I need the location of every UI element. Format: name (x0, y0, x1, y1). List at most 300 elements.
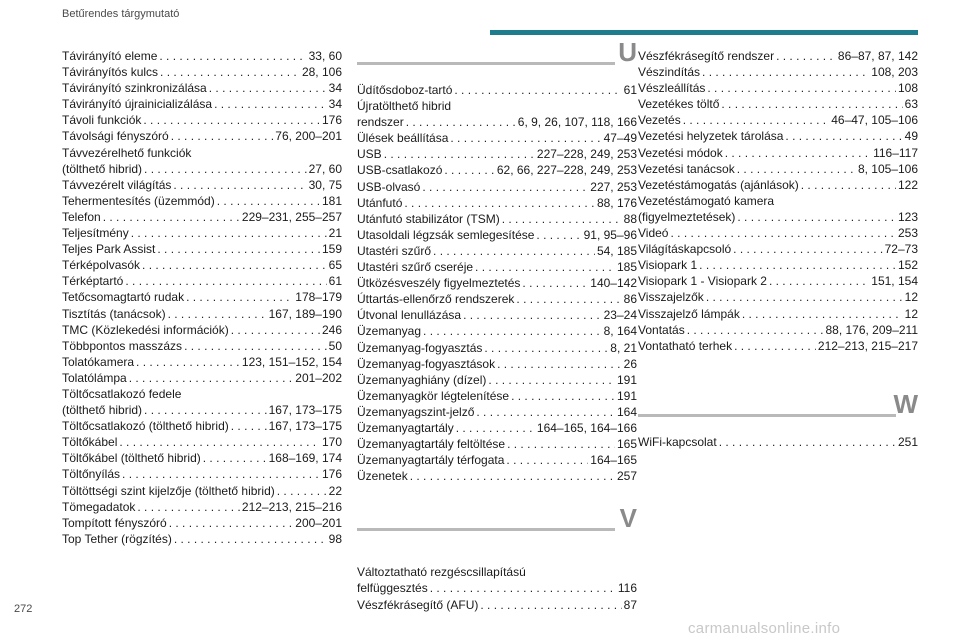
index-entry-pages: 12 (904, 306, 918, 321)
index-entry-name: Útvonal lenullázása (357, 308, 462, 323)
index-entry-name: Tolatólámpa (62, 370, 127, 385)
dot-leader (497, 356, 622, 372)
dot-leader (444, 162, 494, 178)
index-entry-pages: 152 (897, 258, 918, 273)
index-entry-row (357, 259, 637, 275)
index-entry-pages: 91, 95–96 (583, 227, 637, 242)
dot-leader (184, 338, 327, 354)
dot-leader (406, 114, 516, 130)
dot-leader (168, 306, 267, 322)
section-letter: W (893, 388, 918, 419)
index-entry-name: Távvezérelt világítás (62, 177, 172, 192)
index-entry-row (638, 96, 918, 112)
dot-leader (511, 388, 615, 404)
index-entry (357, 179, 637, 195)
index-entry-pages: 200–201 (295, 515, 342, 530)
index-entry (638, 128, 918, 144)
page-number: 272 (14, 603, 33, 615)
index-entry-pages: 72–73 (884, 242, 918, 257)
index-entry-name: USB-olvasó (357, 179, 421, 194)
index-entry-name: Vezetési tanácsok (638, 161, 735, 176)
dot-leader (209, 80, 327, 96)
index-entry (62, 289, 342, 305)
section-v-header (357, 503, 637, 544)
index-entry-name: Utasoldali légzsák semlegesítése (357, 227, 535, 242)
index-entry-pages: 164–165, 164–166 (536, 420, 637, 435)
index-entry-name: Utastéri szűrő (357, 243, 432, 258)
index-entry-name: Üzemanyag-fogyasztás (357, 340, 483, 355)
index-entry-pages: 50 (328, 338, 342, 353)
index-entry (62, 225, 342, 241)
dot-leader (687, 322, 824, 338)
index-entry (638, 64, 918, 80)
index-entry-pages: 122 (897, 177, 918, 192)
index-entry-name: (tölthető hibrid) (62, 161, 143, 176)
dot-leader (536, 227, 581, 243)
index-entry-name: Távoli funkciók (62, 113, 142, 128)
index-entry-title: Változtatható rezgéscsillapítású (357, 565, 526, 580)
index-entry (638, 434, 918, 450)
dot-leader (144, 402, 267, 418)
index-entry-title: Távvezérelhető funkciók (62, 145, 192, 160)
index-entry-row (62, 193, 342, 209)
index-entry-name: Töltőcsatlakozó (tölthető hibrid) (62, 419, 229, 434)
index-entry-name: Vezetési módok (638, 145, 723, 160)
index-entry (357, 130, 637, 146)
index-entry-row (638, 112, 918, 128)
index-entry-name: Videó (638, 226, 669, 241)
dot-leader (384, 146, 535, 162)
dot-leader (484, 340, 608, 356)
index-entry-pages: 87 (623, 597, 637, 612)
dot-leader (131, 225, 327, 241)
index-entry-pages: 170 (321, 435, 342, 450)
index-entry-name: Többpontos masszázs (62, 338, 183, 353)
index-entry-pages: 178–179 (295, 290, 342, 305)
index-entry-title: Vezetéstámogató kamera (638, 193, 775, 208)
dot-leader (143, 112, 320, 128)
dot-leader (785, 128, 902, 144)
index-entry-row (357, 436, 637, 452)
index-entry-name: Üzemanyagtartály térfogata (357, 453, 505, 468)
index-entry-row (62, 434, 342, 450)
index-entry (357, 404, 637, 420)
index-entry (62, 241, 342, 257)
dot-leader (174, 531, 327, 547)
index-entry (357, 146, 637, 162)
index-entry (357, 243, 637, 259)
dot-leader (136, 354, 240, 370)
index-entry-row (638, 273, 918, 289)
index-entry-title: Töltőcsatlakozó fedele (62, 386, 182, 401)
dot-leader (776, 48, 836, 64)
index-entry (62, 209, 342, 225)
index-entry-row (62, 338, 342, 354)
dot-leader (450, 130, 601, 146)
index-entry-pages: 123, 151–152, 154 (241, 354, 342, 369)
index-entry (62, 322, 342, 338)
index-entry-name: Vészleállítás (638, 81, 706, 96)
index-entry-pages: 46–47, 105–106 (831, 113, 918, 128)
index-entry-name: Vészfékrásegítő (AFU) (357, 597, 479, 612)
index-entry (62, 64, 342, 80)
index-entry-name: Távirányító eleme (62, 49, 158, 63)
index-entry-name: Utánfutó (357, 195, 403, 210)
index-entry-name: Tetőcsomagtartó rudak (62, 290, 185, 305)
dot-leader (522, 275, 588, 291)
index-entry-name: Visszajelző lámpák (638, 306, 740, 321)
index-entry (638, 289, 918, 305)
index-entry-name: (tölthető hibrid) (62, 403, 143, 418)
index-entry (638, 225, 918, 241)
index-entry-row (638, 241, 918, 257)
index-entry-pages: 54, 185 (596, 243, 637, 258)
index-entry-pages: 140–142 (590, 276, 637, 291)
dot-leader (737, 161, 856, 177)
index-entry-pages: 88 (623, 211, 637, 226)
dot-leader (454, 82, 621, 98)
dot-leader (506, 452, 588, 468)
index-entry-pages: 201–202 (295, 370, 342, 385)
index-entry-name: TMC (Közlekedési információk) (62, 322, 229, 337)
index-entry-name: felfüggesztés (357, 581, 428, 596)
index-entry-row (638, 48, 918, 64)
index-entry (62, 112, 342, 128)
index-entry-row (357, 82, 637, 98)
index-entry-name: Üdítősdoboz-tartó (357, 83, 453, 97)
index-entry-pages: 47–49 (603, 131, 637, 146)
index-entry (62, 338, 342, 354)
index-entry-pages: 63 (904, 97, 918, 112)
index-entry-pages: 28, 106 (301, 65, 342, 80)
dot-leader (169, 515, 294, 531)
index-entry-pages: 8, 164 (603, 324, 637, 339)
index-entry (357, 564, 637, 596)
dot-leader (516, 291, 621, 307)
index-entry-title: Újratölthető hibrid (357, 99, 452, 114)
index-entry-row (62, 531, 342, 547)
index-entry (357, 98, 637, 130)
index-entry (62, 418, 342, 434)
index-entry-name: Utastéri szűrő cseréje (357, 260, 474, 275)
dot-leader (706, 289, 903, 305)
index-entry-pages: 49 (904, 129, 918, 144)
index-entry (62, 48, 342, 64)
index-entry-row (62, 306, 342, 322)
index-entry-row (62, 64, 342, 80)
index-entry-name: Üzemanyaghiány (dízel) (357, 372, 487, 387)
index-entry-row (62, 177, 342, 193)
index-entry-row (62, 209, 342, 225)
index-entry-pages: 116 (617, 581, 637, 596)
index-entry-row (357, 179, 637, 195)
index-entry (62, 499, 342, 515)
index-entry-name: rendszer (357, 115, 404, 130)
index-entry (357, 388, 637, 404)
index-entry-pages: 227–228, 249, 253 (536, 147, 637, 162)
dot-leader (231, 322, 320, 338)
index-entry-row (357, 146, 637, 162)
index-entry-name: Töltöttségi szint kijelzője (tölthető hibrid) (62, 483, 275, 498)
index-entry-pages: 167, 173–175 (268, 403, 342, 418)
index-entry-pages: 212–213, 215–217 (817, 338, 918, 353)
index-entry-row (62, 257, 342, 273)
header-accent-bar (490, 30, 918, 35)
index-entry-pages: 191 (616, 372, 637, 387)
dot-leader (721, 96, 902, 112)
index-entry (62, 80, 342, 96)
index-entry-name: Telefon (62, 209, 101, 224)
index-entry (62, 450, 342, 466)
index-entry-pages: 227, 253 (590, 179, 637, 194)
dot-leader (507, 436, 615, 452)
index-entry-pages: 167, 173–175 (268, 419, 342, 434)
index-entry (357, 340, 637, 356)
index-entry-pages: 98 (328, 531, 342, 546)
index-entry-row (357, 130, 637, 146)
index-entry-name: USB-csatlakozó (357, 163, 443, 178)
dot-leader (217, 193, 320, 209)
index-entry-name: Vontatás (638, 322, 685, 337)
index-entry (638, 338, 918, 354)
page-header-title: Betűrendes tárgymutató (62, 8, 180, 20)
index-entry-name: Vezetés (638, 113, 681, 128)
index-entry-row (638, 145, 918, 161)
dot-leader (456, 420, 535, 436)
index-entry-pages: 6, 9, 26, 107, 118, 166 (517, 115, 637, 130)
index-entry (357, 307, 637, 323)
dot-leader (103, 209, 240, 225)
index-entry-name: Vészfékrásegítő rendszer (638, 49, 775, 63)
dot-leader (404, 195, 595, 211)
index-entry-row (357, 356, 637, 372)
index-entry-name: Üzemanyag-fogyasztások (357, 356, 496, 371)
index-entry-row (638, 322, 918, 338)
dot-leader (203, 450, 267, 466)
index-entry-row (62, 515, 342, 531)
index-entry-name: Tompított fényszóró (62, 515, 167, 530)
index-entry-name: Teljesítmény (62, 226, 129, 241)
index-entry (62, 96, 342, 112)
index-entry-pages: 62, 66, 227–228, 249, 253 (496, 163, 637, 178)
section-letter: U (618, 37, 637, 67)
index-entry-name: (figyelmeztetések) (638, 209, 736, 224)
index-entry (638, 257, 918, 273)
index-entry-name: Tömegadatok (62, 499, 136, 514)
index-entry-row (357, 340, 637, 356)
index-entry-row (62, 402, 342, 418)
index-entry-name: Visiopark 1 - Visiopark 2 (638, 274, 767, 289)
index-entry-row (62, 48, 342, 64)
index-entry-name: Üzemanyagkör légtelenítése (357, 388, 510, 403)
dot-leader (769, 273, 869, 289)
index-entry-row (62, 112, 342, 128)
dot-leader (137, 499, 240, 515)
index-entry-row (62, 225, 342, 241)
index-column-1 (62, 48, 342, 547)
index-entry-name: Visiopark 1 (638, 258, 698, 273)
index-entry-pages: 34 (328, 97, 342, 112)
index-entry-name: Töltőnyílás (62, 467, 121, 482)
index-entry-row (62, 466, 342, 482)
index-entry-pages: 181 (321, 193, 342, 208)
section-divider (357, 528, 615, 531)
index-entry (62, 177, 342, 193)
dot-leader (699, 257, 896, 273)
index-entry-row (357, 227, 637, 243)
dot-leader (433, 243, 595, 259)
dot-leader (231, 418, 267, 434)
index-entry (638, 96, 918, 112)
index-entry-row (62, 370, 342, 386)
index-entry (62, 515, 342, 531)
index-entry (62, 193, 342, 209)
index-entry-name: Térképolvasók (62, 258, 141, 273)
index-entry-row (638, 225, 918, 241)
index-entry (357, 372, 637, 388)
index-entry-row (357, 372, 637, 388)
index-entry (638, 145, 918, 161)
index-entry-pages: 246 (321, 322, 342, 337)
index-entry (357, 162, 637, 178)
index-entry-row (638, 177, 918, 193)
index-entry-row (357, 211, 637, 227)
dot-leader (157, 241, 320, 257)
index-entry-pages: 27, 60 (308, 161, 342, 176)
index-entry-row (357, 597, 637, 613)
index-entry-name: Vontatható terhek (638, 338, 733, 353)
index-entry (62, 434, 342, 450)
index-entry-row (638, 64, 918, 80)
index-entry (62, 483, 342, 499)
index-entry (357, 275, 637, 291)
dot-leader (725, 145, 871, 161)
index-entry-pages: 108 (897, 81, 918, 96)
index-entry-name: Ütközésveszély figyelmeztetés (357, 276, 521, 291)
index-entry-pages: 165 (616, 437, 637, 452)
index-entry-row (357, 195, 637, 211)
index-entry-row (357, 162, 637, 178)
dot-leader (475, 259, 615, 275)
index-entry-row (638, 434, 918, 450)
index-column-3 (638, 48, 918, 450)
index-entry-name: Teljes Park Assist (62, 242, 156, 257)
dot-leader (463, 307, 602, 323)
dot-leader (422, 179, 588, 195)
dot-leader (488, 372, 615, 388)
index-entry-name: Üzenetek (357, 469, 408, 484)
index-entry-row (62, 161, 342, 177)
index-entry-pages: 21 (328, 226, 342, 241)
index-entry-pages: 34 (328, 81, 342, 96)
index-entry-pages: 108, 203 (871, 65, 918, 80)
dot-leader (702, 64, 869, 80)
index-entry (357, 195, 637, 211)
index-entry (62, 370, 342, 386)
dot-leader (186, 289, 293, 305)
index-entry-pages: 212–213, 215–216 (241, 499, 342, 514)
index-entry-row (62, 483, 342, 499)
index-entry (62, 257, 342, 273)
index-entry (638, 80, 918, 96)
dot-leader (733, 241, 882, 257)
index-entry-pages: 123 (897, 209, 918, 224)
index-entry-name: Vezetékes töltő (638, 97, 720, 112)
index-entry-pages: 23–24 (603, 308, 637, 323)
index-entry-name: Térképtartó (62, 274, 124, 289)
index-entry-name: Vezetési helyzetek tárolása (638, 129, 784, 144)
index-entry-row (638, 257, 918, 273)
index-entry-pages: 185 (616, 260, 637, 275)
index-entry-row (357, 452, 637, 468)
index-entry-name: Világításkapcsoló (638, 242, 732, 257)
dot-leader (129, 370, 294, 386)
index-entry (357, 323, 637, 339)
index-entry (62, 128, 342, 144)
index-entry-name: Úttartás-ellenőrző rendszerek (357, 292, 515, 307)
index-entry-pages: 65 (328, 258, 342, 273)
index-entry-pages: 22 (328, 483, 342, 498)
index-entry-row (638, 80, 918, 96)
dot-leader (502, 211, 622, 227)
index-entry-pages: 229–231, 255–257 (241, 209, 342, 224)
index-entry-name: Távirányító újrainicializálása (62, 97, 213, 112)
index-entry-name: Utánfutó stabilizátor (TSM) (357, 211, 500, 226)
index-entry-pages: 88, 176, 209–211 (825, 322, 918, 337)
index-entry-row (357, 420, 637, 436)
index-entry (638, 241, 918, 257)
dot-leader (480, 597, 621, 613)
index-entry (357, 211, 637, 227)
dot-leader (171, 128, 274, 144)
dot-leader (214, 96, 327, 112)
index-entry-name: Távirányítós kulcs (62, 65, 159, 80)
dot-leader (683, 112, 830, 128)
index-entry-row (357, 468, 637, 484)
index-entry (638, 161, 918, 177)
dot-leader (670, 225, 895, 241)
index-entry-name: Tolatókamera (62, 354, 135, 369)
index-entry-name: Vészindítás (638, 65, 701, 80)
index-entry-pages: 176 (321, 467, 342, 482)
index-entry-pages: 8, 21 (610, 340, 637, 355)
index-entry-name: USB (357, 147, 382, 162)
index-entry (357, 259, 637, 275)
dot-leader (159, 48, 306, 64)
index-entry-pages: 168–169, 174 (268, 451, 342, 466)
index-entry-pages: 61 (623, 83, 637, 97)
watermark: carmanualsonline.info (688, 620, 841, 637)
section-u-header (357, 37, 637, 78)
dot-leader (173, 177, 306, 193)
index-entry-pages: 253 (897, 226, 918, 241)
index-entry (62, 386, 342, 418)
index-entry-pages: 33, 60 (308, 49, 342, 63)
index-entry (357, 291, 637, 307)
index-entry-pages: 251 (897, 434, 918, 449)
index-entry (638, 273, 918, 289)
index-entry (357, 227, 637, 243)
index-entry-row (62, 499, 342, 515)
index-entry-row (357, 388, 637, 404)
dot-leader (737, 209, 896, 225)
index-entry-row (638, 161, 918, 177)
section-w-header (638, 388, 918, 430)
index-entry (638, 48, 918, 64)
index-entry-pages: 8, 105–106 (857, 161, 918, 176)
index-entry (357, 420, 637, 436)
index-entry-name: Üzemanyag (357, 324, 422, 339)
